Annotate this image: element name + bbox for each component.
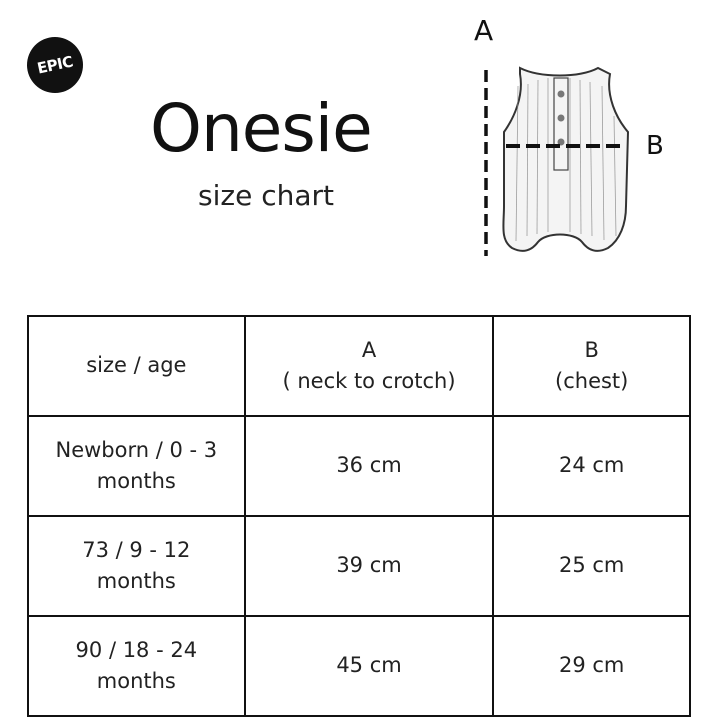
cell-b: 24 cm	[493, 416, 690, 516]
cell-size	[28, 416, 245, 516]
cell-a: 45 cm	[245, 616, 494, 716]
header-size-age-label: size / age	[86, 353, 187, 378]
cell-b: 25 cm	[493, 516, 690, 616]
table-row	[28, 616, 690, 716]
measure-label-a: A	[474, 14, 494, 47]
header-size-age	[28, 316, 245, 416]
header-a-letter: A	[361, 337, 377, 362]
header-a-desc: ( neck to crotch)	[282, 369, 456, 393]
onesie-button	[558, 115, 565, 122]
onesie-illustration	[470, 56, 650, 266]
brand-logo	[22, 32, 88, 98]
page-title: Onesie	[150, 90, 372, 167]
header-measure-b	[493, 316, 690, 416]
cell-b: 29 cm	[493, 616, 690, 716]
table-header-row	[28, 316, 690, 416]
page-subtitle: size chart	[198, 179, 334, 212]
cell-size-line2: months	[96, 669, 176, 693]
cell-size-line2: months	[96, 569, 176, 593]
cell-size-line1: 90 / 18 - 24	[75, 637, 198, 662]
measure-label-b: B	[646, 131, 664, 161]
onesie-button	[558, 91, 565, 98]
cell-a: 39 cm	[245, 516, 494, 616]
onesie-body	[503, 68, 628, 251]
table-row	[28, 516, 690, 616]
size-chart-table	[27, 315, 691, 717]
cell-size-line1: Newborn / 0 - 3	[55, 437, 218, 462]
header-measure-a	[245, 316, 494, 416]
cell-size	[28, 516, 245, 616]
header-b-letter: B	[584, 337, 599, 362]
header-b-desc: (chest)	[555, 369, 629, 393]
cell-size-line2: months	[96, 469, 176, 493]
cell-size	[28, 616, 245, 716]
table-row	[28, 416, 690, 516]
cell-size-line1: 73 / 9 - 12	[82, 537, 191, 562]
cell-a: 36 cm	[245, 416, 494, 516]
brand-logo-text: EPIC	[35, 52, 75, 78]
